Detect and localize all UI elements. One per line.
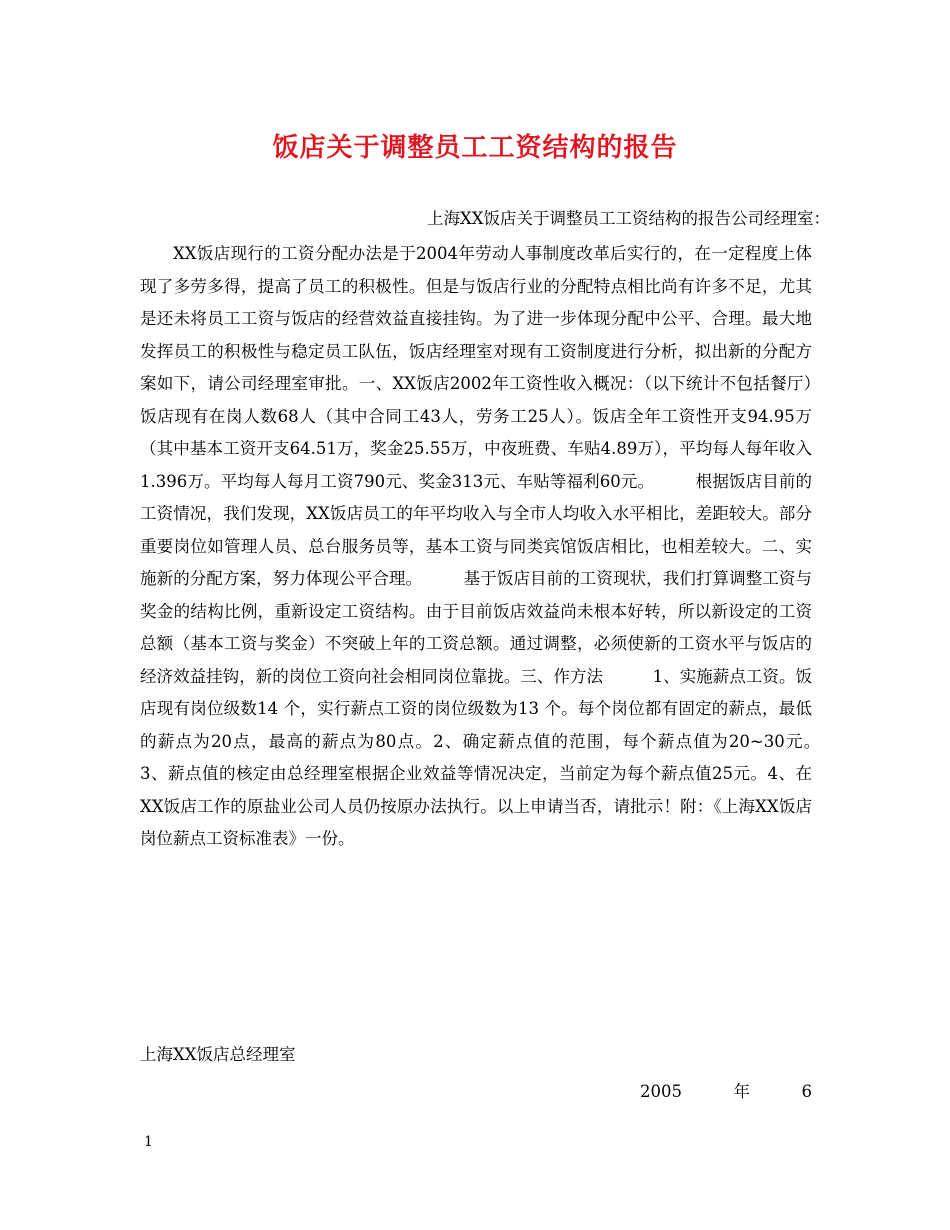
date-line: [640, 1076, 812, 1108]
date-year-unit: 年: [733, 1082, 750, 1101]
document-title: 饭店关于调整员工工资结构的报告: [272, 133, 678, 163]
date-month: 6: [801, 1082, 812, 1101]
body-paragraph: XX饭店现行的工资分配办法是于2004年劳动人事制度改革后实行的，在一定程度上体现了多劳多得，提高了员工的积极性。但是与饭店行业的分配特点相比尚有许多不足，尤其是还未将员工工资与饭店的经营效益直接挂钩。为了进一步体现分配中公平、合理。最大地发挥员工的积极性与稳定员工队伍，饭店经理室对现有工资制度进行分析，拟出新的分配方案如下，请公司经理室审批。一、XX饭店2002年工资性收入概况：（以下统计不包括餐厅） 饭店现有在岗人数68人（其中合同工43人，劳务工25人）。饭店全年工资性开支94.95万（其中基本工资开支64.51万，奖金25.55万，中夜班费、车贴4.89万），平均每人每年收入1.396万。平均每人每月工资790元、奖金313元、车贴等福利60元。 根据饭店目前的工资情况，我们发现，XX饭店员工的年平均收入与全市人均收入水平相比，差距较大。部分重要岗位如管理人员、总台服务员等，基本工资与同类宾馆饭店相比，也相差较大。二、实施新的分配方案，努力体现公平合理。 基于饭店目前的工资现状，我们打算调整工资与奖金的结构比例，重新设定工资结构。由于目前饭店效益尚未根本好转，所以新设定的工资总额（基本工资与奖金）不突破上年的工资总额。通过调整，必须使新的工资水平与饭店的经济效益挂钩，新的岗位工资向社会相同岗位靠拢。三、作方法 1、实施薪点工资。饭店现有岗位级数14 个，实行薪点工资的岗位级数为13 个。每个岗位都有固定的薪点，最低的薪点为20点，最高的薪点为80点。2、确定薪点值的范围，每个薪点值为20~30元。 3、薪点值的核定由总经理室根据企业效益等情况决定，当前定为每个薪点值25元。4、在XX饭店工作的原盐业公司人员仍按原办法执行。以上申请当否，请批示！附：《上海XX饭店岗位薪点工资标准表》一份。: [140, 244, 878, 848]
signature-line: 上海XX饭店总经理室: [140, 1045, 296, 1064]
date-year: 2005: [640, 1082, 682, 1101]
recipient-line: 上海XX饭店关于调整员工工资结构的报告公司经理室：: [427, 209, 830, 228]
page-number: 1: [144, 1134, 153, 1150]
